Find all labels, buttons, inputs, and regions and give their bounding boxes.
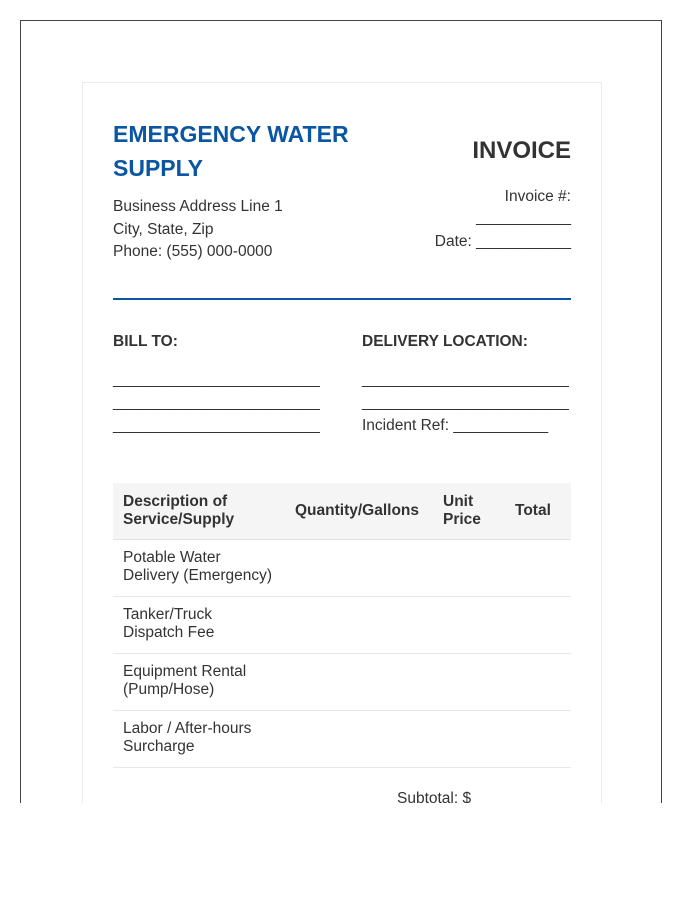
table-row <box>113 654 571 711</box>
address-line-1: Business Address Line 1 <box>113 198 283 215</box>
item-unit-price <box>433 540 505 597</box>
bill-to-line: ________________________ <box>113 394 320 411</box>
item-description: Potable Water Delivery (Emergency) <box>113 540 285 597</box>
item-quantity <box>285 654 433 711</box>
item-unit-price <box>433 597 505 654</box>
address-line-2: City, State, Zip <box>113 221 214 238</box>
bill-to-line: ________________________ <box>113 371 320 388</box>
item-total <box>505 597 571 654</box>
delivery-location-heading: DELIVERY LOCATION: <box>362 333 528 350</box>
line-items-table <box>113 483 571 768</box>
invoice-sheet <box>82 82 602 803</box>
incident-ref-blank: ___________ <box>453 417 549 434</box>
subtotal-label: Subtotal: $ <box>397 790 472 803</box>
invoice-date-blank: ___________ <box>476 233 571 250</box>
invoice-number-blank: ___________ <box>476 209 571 226</box>
item-description: Labor / After-hours Surcharge <box>113 711 285 768</box>
bill-to-heading: BILL TO: <box>113 333 178 350</box>
document-viewport <box>20 20 662 803</box>
item-total <box>505 654 571 711</box>
invoice-title: INVOICE <box>472 137 571 164</box>
table-row <box>113 540 571 597</box>
header-divider <box>113 298 571 300</box>
item-quantity <box>285 711 433 768</box>
invoice-number-label: Invoice #: <box>504 188 571 205</box>
item-unit-price <box>433 654 505 711</box>
company-phone: Phone: (555) 000-0000 <box>113 243 273 260</box>
header-quantity: Quantity/Gallons <box>285 483 433 540</box>
item-total <box>505 711 571 768</box>
item-unit-price <box>433 711 505 768</box>
item-description: Tanker/Truck Dispatch Fee <box>113 597 285 654</box>
incident-ref <box>362 417 548 435</box>
item-quantity <box>285 597 433 654</box>
item-total <box>505 540 571 597</box>
table-row <box>113 711 571 768</box>
company-name: EMERGENCY WATER SUPPLY <box>113 121 349 181</box>
delivery-line: ________________________ <box>362 371 569 388</box>
delivery-line: ________________________ <box>362 394 569 411</box>
table-header-row <box>113 483 571 540</box>
header-description: Description of Service/Supply <box>113 483 285 540</box>
header-unit-price: Unit Price <box>433 483 505 540</box>
invoice-date-row <box>435 233 571 251</box>
item-description: Equipment Rental (Pump/Hose) <box>113 654 285 711</box>
invoice-date-label: Date: <box>434 233 472 250</box>
incident-ref-label: Incident Ref: <box>362 417 450 434</box>
table-row <box>113 597 571 654</box>
bill-to-line: ________________________ <box>113 417 320 434</box>
header-total: Total <box>505 483 571 540</box>
item-quantity <box>285 540 433 597</box>
